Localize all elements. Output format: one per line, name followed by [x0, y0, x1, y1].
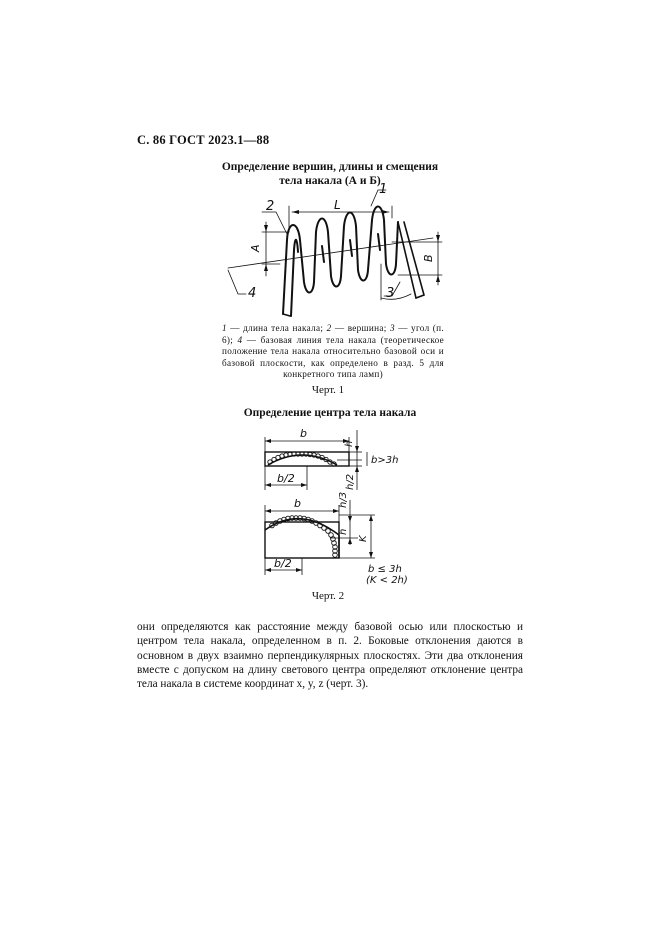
top-label-h: h: [344, 440, 355, 447]
label-B: B: [422, 254, 435, 262]
top-label-b-half: b/2: [277, 472, 295, 485]
bottom-label-b: b: [294, 497, 301, 510]
lead-right: [398, 222, 424, 298]
leader-4: [228, 270, 246, 294]
bottom-label-h: h: [338, 528, 349, 535]
bottom-label-condition1: b ≤ 3h: [368, 564, 402, 575]
top-label-h-half: h/2: [345, 473, 356, 490]
bottom-label-b-half: b/2: [274, 557, 292, 570]
label-4: 4: [248, 286, 257, 301]
body-paragraph: они определяются как расстояние между базовой осью или плоскостью и центром тела накала, определенном в п. 2. Боковые отклонения даются в основном в двух взаимно перпендикулярных плоскостях. Эти два отклонения вместе с допуском на длину светового центра определяют отклонение центра тела накала в системе координат x, y, z (черт. 3).: [137, 621, 523, 691]
figure1-caption: 1 — длина тела накала; 2 — вершина; 3 — угол (п. 6); 4 — базовая линия тела накала (теоретическое положение тела накала относительно базовой оси и базовой плоскости, как определено в разд. 5 для конкретного типа ламп): [222, 323, 445, 379]
figure1-title-line2: тела накала (А и Б): [279, 175, 381, 187]
figure1-title-line1: Определение вершин, длины и смещения: [221, 161, 439, 173]
top-label-condition: b>3h: [371, 455, 399, 466]
label-3: 3: [386, 286, 395, 301]
figure2-title: Определение центра тела накала: [243, 407, 417, 419]
label-A: A: [249, 244, 262, 252]
lead-left-end: [283, 314, 290, 316]
bottom-label-K: K: [358, 535, 369, 542]
figure1-label: Черт. 1: [311, 384, 345, 396]
bottom-label-h-third: h/3: [338, 491, 349, 508]
label-2: 2: [266, 199, 275, 214]
figure2-label: Черт. 2: [311, 590, 345, 602]
label-L: L: [334, 198, 341, 212]
page-header: С. 86 ГОСТ 2023.1—88: [137, 133, 270, 147]
top-label-b: b: [300, 427, 307, 440]
label-1: 1: [379, 182, 388, 197]
bottom-label-condition2: (K < 2h): [366, 575, 408, 586]
